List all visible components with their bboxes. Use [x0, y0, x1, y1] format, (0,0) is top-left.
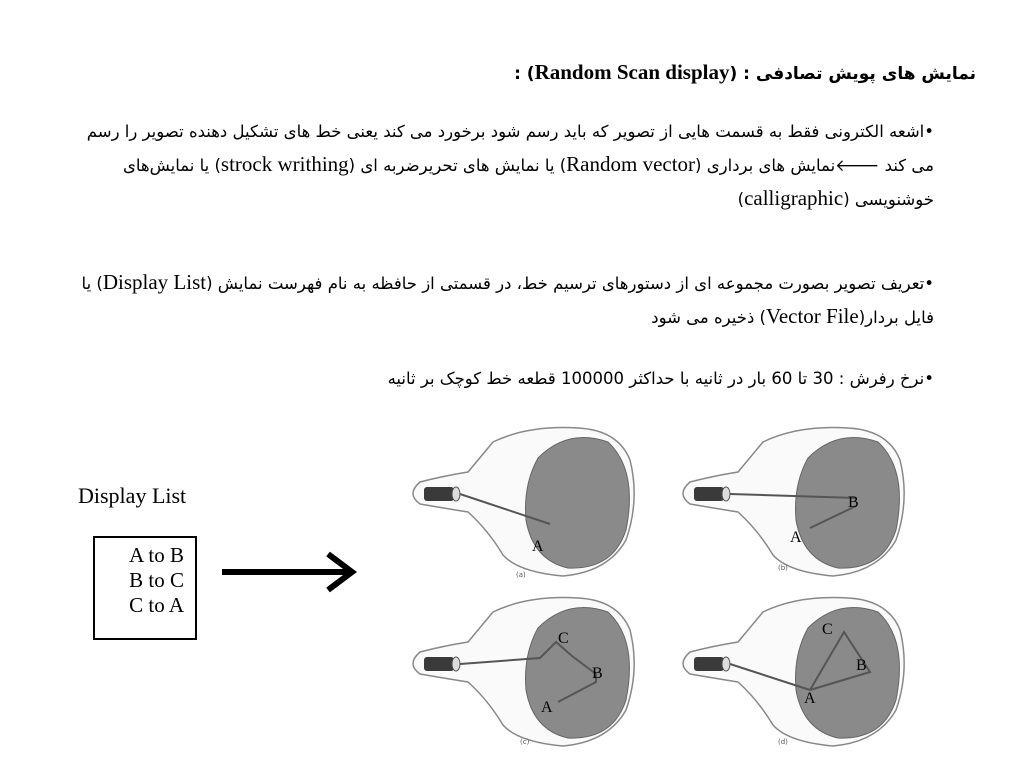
point-label-b: B	[592, 665, 603, 682]
panel-caption: (a)	[516, 571, 526, 579]
point-label-a: A	[790, 529, 802, 546]
title-english: Random Scan display	[534, 60, 730, 84]
paragraph-text: تعریف تصویر بصورت مجموعه ای از دستورهای ترسیم خط، در قسمتی از حافظه به نام فهرست نمایش (	[206, 274, 925, 293]
crt-panel-b	[683, 428, 904, 576]
point-label-b: B	[856, 657, 867, 674]
crt-panel-c	[413, 598, 634, 746]
display-list-box	[93, 536, 197, 640]
panel-caption: (d)	[778, 738, 788, 746]
title-suffix: ) :	[514, 64, 535, 84]
paragraph-text: اشعه الکترونی فقط به قسمت هایی از تصویر که باید رسم شود برخورد می کند یعنی خط های تشکیل دهنده تصویر را رسم می کند	[86, 122, 934, 175]
point-label-c: C	[822, 621, 833, 638]
point-label-a: A	[804, 690, 816, 707]
right-arrow-icon	[218, 550, 363, 600]
title-persian: نمایش های پویش تصادفی : (	[729, 64, 976, 84]
point-label-a: A	[532, 538, 544, 555]
english-term: calligraphic	[744, 186, 844, 210]
english-term: Display List	[102, 270, 207, 294]
slide-title	[36, 60, 976, 85]
paragraph-text: ) یا نمایش های تحریرضربه ای (	[348, 156, 567, 175]
english-term: Vector File	[765, 304, 859, 328]
display-list-item: B to C	[129, 568, 184, 592]
point-label-c: C	[558, 630, 569, 647]
paragraph-text: ) ذخیره می شود	[651, 308, 766, 327]
paragraph-text: ) یا نمایش‌های خوشنویسی (	[122, 156, 934, 209]
bullet: •	[924, 274, 934, 293]
arrow-left-icon: 🡐	[835, 156, 880, 175]
crt-panel-d	[683, 598, 904, 746]
bullet-paragraph-refresh-rate	[74, 363, 934, 395]
english-term: Random vector	[566, 152, 696, 176]
display-list-item: C to A	[129, 593, 184, 617]
bullet: •	[924, 122, 934, 141]
bullet-paragraph-display-list	[74, 266, 934, 334]
english-term: strock writhing	[220, 152, 349, 176]
panel-caption: (c)	[520, 738, 530, 746]
bullet: •	[924, 369, 934, 388]
panel-caption: (b)	[778, 564, 788, 572]
bullet-paragraph-random-scan	[74, 116, 934, 216]
paragraph-text: نمایش های برداری (	[695, 156, 836, 175]
paragraph-text: ) یا فایل بردار(	[81, 274, 934, 327]
paragraph-text: )	[737, 190, 745, 209]
point-label-b: B	[848, 494, 859, 511]
display-list-label: Display List	[78, 483, 187, 508]
paragraph-text: نرخ رفرش : 30 تا 60 بار در ثانیه با حداکثر 100000 قطعه خط کوچک بر ثانیه	[387, 369, 925, 388]
crt-diagram	[398, 420, 918, 750]
point-label-a: A	[541, 699, 553, 716]
crt-panel-a	[413, 428, 634, 579]
display-list-item: A to B	[129, 543, 184, 567]
